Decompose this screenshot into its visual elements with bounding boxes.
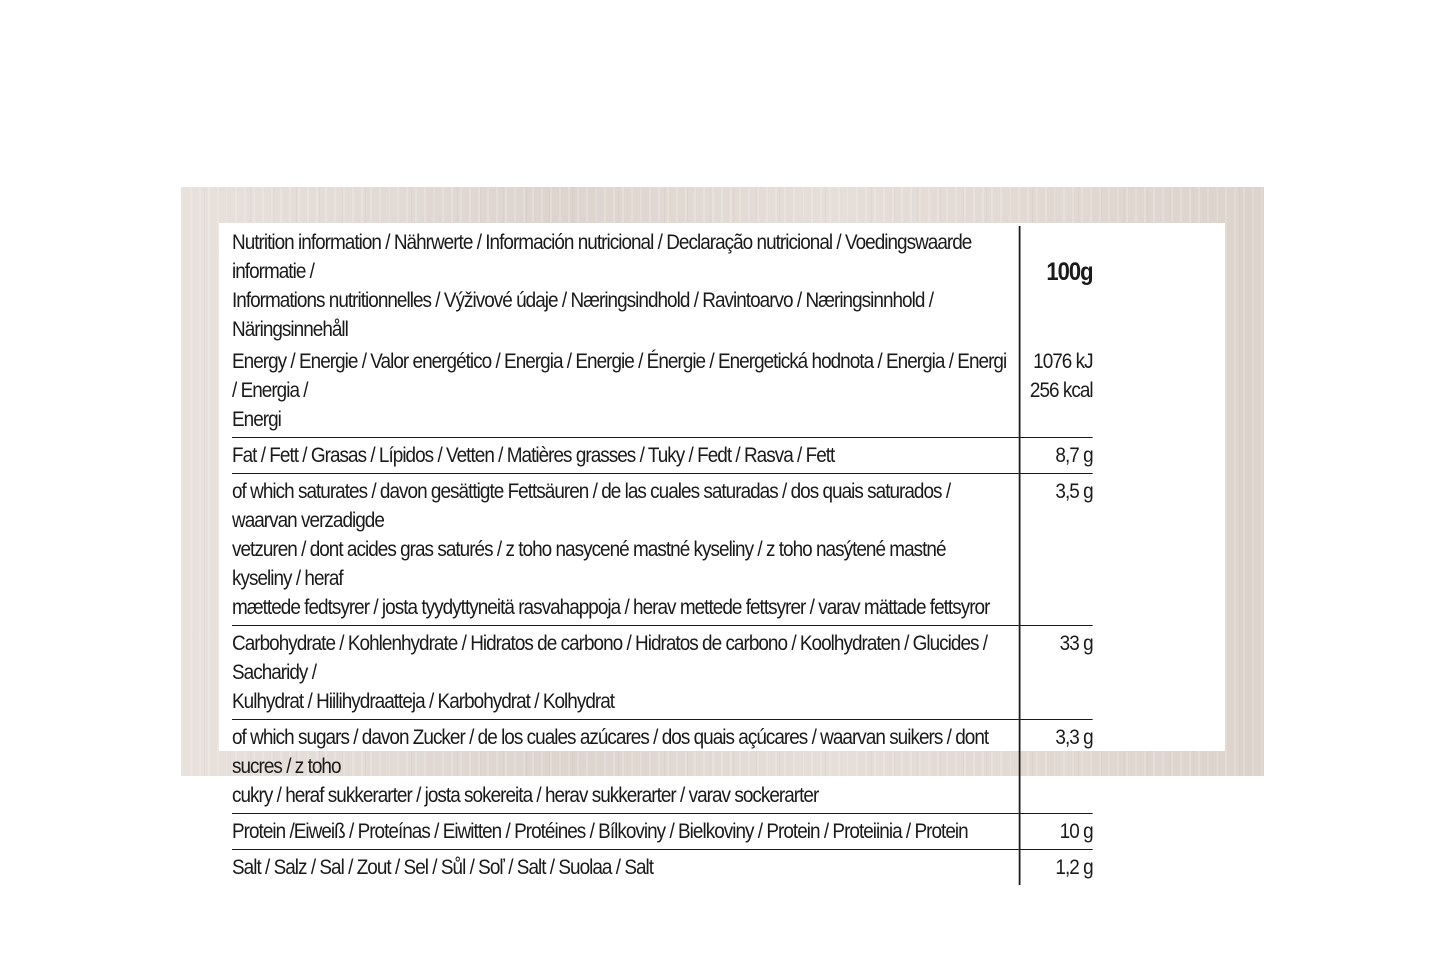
nutrient-value: 3,5 g — [1020, 474, 1093, 626]
nutrition-title: Nutrition information / Nährwerte / Información nutricional / Declaração nutricional / Voedingswaarde informatie / Informations nutritionnelles / Výživové údaje / Næringsindhold / Ravintoarvo / Næringsinnhold / Näringsinnehåll — [232, 226, 1020, 344]
nutrient-value: 33 g — [1020, 626, 1093, 720]
nutrient-row-energy — [232, 344, 1093, 438]
nutrient-value: 8,7 g — [1020, 438, 1093, 474]
nutrient-value: 3,3 g — [1020, 720, 1093, 814]
nutrient-name: Salt / Salz / Sal / Zout / Sel / Sůl / Soľ / Salt / Suolaa / Salt — [232, 850, 1020, 886]
nutrient-value: 1,2 g — [1055, 855, 1093, 879]
nutrient-name: Protein /Eiweiß / Proteínas / Eiwitten / Protéines / Bílkoviny / Bielkoviny / Protein / Proteiinia / Protein — [232, 814, 1020, 850]
nutrition-table — [232, 226, 1093, 885]
nutrient-name: Energy / Energie / Valor energético / Energia / Energie / Énergie / Energetická hodnota / Energia / Energi / Energia / Energi — [232, 344, 1020, 438]
nutrient-value: 1076 kJ 256 kcal — [1020, 344, 1093, 438]
nutrient-row-sugars — [232, 720, 1093, 814]
nutrient-name: of which saturates / davon gesättigte Fettsäuren / de las cuales saturadas / dos quais saturados / waarvan verzadigde vetzuren / dont acides gras saturés / z toho nasycené mastné kyseliny / z toho nasýtené mastné kyseliny / heraf mættede fedtsyrer / josta tyydyttyneitä rasvahappoja / herav mettede fettsyrer / varav mättade fettsyror — [232, 474, 1020, 626]
nutrient-row-carbohydrate — [232, 626, 1093, 720]
nutrient-name: Carbohydrate / Kohlenhydrate / Hidratos de carbono / Hidratos de carbono / Koolhydraten / Glucides / Sacharidy / Kulhydrat / Hiilihydraatteja / Karbohydrat / Kolhydrat — [232, 626, 1020, 720]
nutrient-row-salt — [232, 850, 1093, 886]
nutrition-header-row — [232, 226, 1093, 344]
nutrient-row-fat — [232, 438, 1093, 474]
nutrient-name: Fat / Fett / Grasas / Lípidos / Vetten / Matières grasses / Tuky / Fedt / Rasva / Fett — [232, 438, 1020, 474]
nutrient-row-saturates — [232, 474, 1093, 626]
nutrient-value: 10 g — [1020, 814, 1093, 850]
nutrient-row-protein — [232, 814, 1093, 850]
per-100g-label: 100g — [1046, 258, 1093, 286]
nutrient-name: of which sugars / davon Zucker / de los cuales azúcares / dos quais açúcares / waarvan suikers / dont sucres / z toho cukry / heraf sukkerarter / josta sokereita / herav sukkerarter / varav sockerarter — [232, 720, 1020, 814]
